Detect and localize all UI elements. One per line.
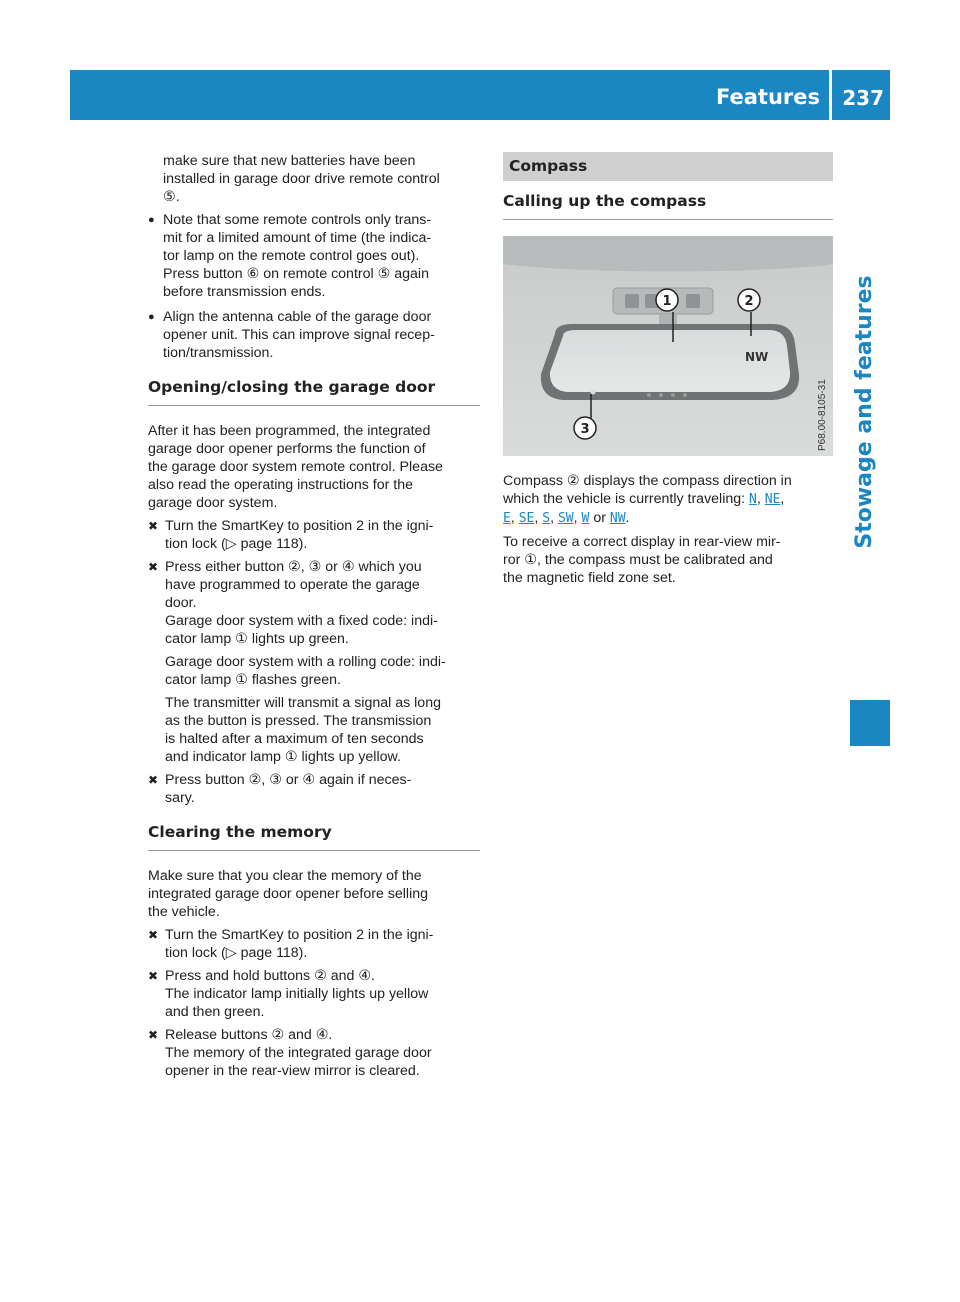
callout-2 <box>738 289 760 311</box>
heading-opening-closing: Opening/closing the garage door <box>148 377 480 406</box>
step-arrow-icon: ✖ <box>148 519 159 533</box>
step-arrow-icon: ✖ <box>148 773 159 787</box>
callout-1 <box>656 289 678 311</box>
callout-3 <box>574 417 596 439</box>
page-header <box>70 70 890 120</box>
svg-text:P68.00-8105-31: P68.00-8105-31 <box>817 379 828 451</box>
step-press-button: ✖ Press either button ②, ③ or ④ which you have programmed to operate the garage door. Garage door system with a fixed code: indi- cator lamp ① lights up green. Garage door system with a rolling code: indi- cator lamp ① flashes green. The transmitter will transmit a signal as long as the button is pressed. The transmission is halted after a maximum of ten seconds and indicator lamp ① lights up yellow. <box>148 558 480 766</box>
step-arrow-icon: ✖ <box>148 928 159 942</box>
bullet-antenna: ● Align the antenna cable of the garage door opener unit. This can improve signal recep- tion/transmission. <box>148 309 435 361</box>
clearing-intro: Make sure that you clear the memory of the integrated garage door opener before selling the vehicle. <box>148 868 429 920</box>
heading-clearing-memory: Clearing the memory <box>148 822 480 851</box>
rear-view-mirror-illustration <box>503 236 833 456</box>
svg-text:1: 1 <box>662 294 672 309</box>
bullet-icon: ● <box>148 214 155 226</box>
bullet-note: ● Note that some remote controls only trans- mit for a limited amount of time (the indica- tor lamp on the remote control goes out). Press button ⑥ on remote control ⑤ again before transmission ends. <box>148 212 432 300</box>
step-turn-key: ✖ Turn the SmartKey to position 2 in the igni- tion lock (▷ page 118). <box>148 518 434 552</box>
figure-code <box>817 379 828 451</box>
step-release: ✖ Release buttons ② and ④. The memory of the integrated garage door opener in the rear-view mirror is cleared. <box>148 1027 432 1079</box>
transmitter-text: The transmitter will transmit a signal as long as the button is pressed. The transmission is halted after a maximum of ten seconds and indicator lamp ① lights up yellow. <box>165 695 441 765</box>
side-tab-block <box>850 700 890 746</box>
svg-text:2: 2 <box>744 294 754 309</box>
header-title: Features <box>716 85 820 109</box>
opening-intro: After it has been programmed, the integrated garage door opener performs the function of the garage door system remote control. Please also read the operating instructions for the garage door system. <box>148 423 443 511</box>
heading-calling-compass: Calling up the compass <box>503 191 833 220</box>
compass-description: Compass ② displays the compass direction in which the vehicle is currently traveling: N, NE, E, SE, S, SW, W or NW. <box>503 473 792 526</box>
step-clear-turn-key: ✖ Turn the SmartKey to position 2 in the igni- tion lock (▷ page 118). <box>148 927 434 961</box>
left-column <box>148 152 480 1085</box>
side-tab-label: Stowage and features <box>852 275 877 549</box>
svg-text:NW: NW <box>745 350 769 364</box>
step-arrow-icon: ✖ <box>148 560 159 574</box>
step-press-hold: ✖ Press and hold buttons ② and ④. The indicator lamp initially lights up yellow and then green. <box>148 968 429 1020</box>
calibration-text: To receive a correct display in rear-view mir- ror ①, the compass must be calibrated and the magnetic field zone set. <box>503 534 781 586</box>
bullet-icon: ● <box>148 311 155 323</box>
right-column <box>503 152 833 592</box>
svg-text:3: 3 <box>580 422 590 437</box>
page-number: 237 <box>842 86 884 110</box>
rolling-code-text: Garage door system with a rolling code: indi- cator lamp ① flashes green. <box>165 654 446 688</box>
section-compass: Compass <box>503 152 833 181</box>
step-arrow-icon: ✖ <box>148 969 159 983</box>
compass-mirror-figure <box>503 236 833 456</box>
step-arrow-icon: ✖ <box>148 1028 159 1042</box>
intro-text: make sure that new batteries have been installed in garage door drive remote control ⑤. <box>163 153 440 205</box>
header-divider <box>829 70 832 120</box>
nw-compass-readout <box>745 350 768 364</box>
side-tab <box>845 120 890 700</box>
step-press-again: ✖ Press button ②, ③ or ④ again if neces- sary. <box>148 772 412 806</box>
